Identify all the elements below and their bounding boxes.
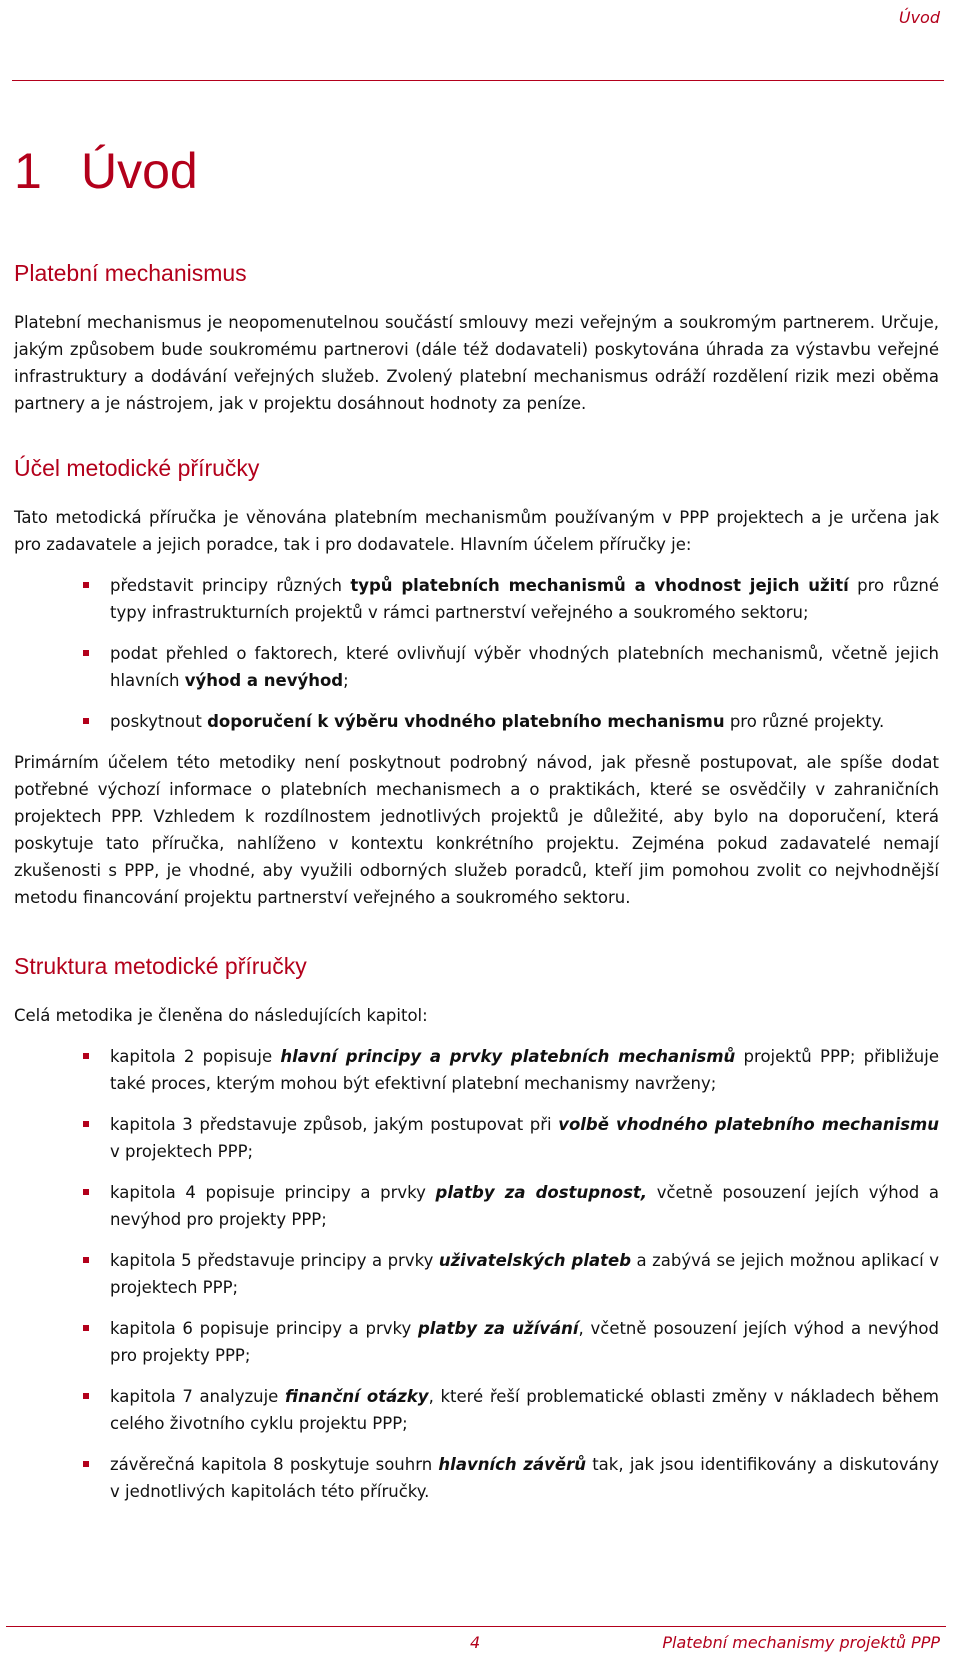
footer-divider [6, 1626, 946, 1627]
page-number: 4 [470, 1633, 481, 1652]
chapter-title-text: Úvod [81, 143, 198, 199]
chapter-number: 1 [14, 143, 42, 199]
paragraph: Tato metodická příručka je věnována platebním mechanismům používaným v PPP projektech a je určena jak pro zadavatele a jejich poradce, tak i pro dodavatele. Hlavním účelem příručky je: [14, 508, 939, 554]
paragraph: Platební mechanismus je neopomenutelnou součástí smlouvy mezi veřejným a soukromým partnerem. Určuje, jakým způsobem bude soukromému partnerovi (dále též dodavateli) poskytována úhrada za výstavbu veřejné infrastruktury a dodávání veřejných služeb. Zvolený platební mechanismus odráží rozdělení rizik mezi oběma partnery a je nástrojem, jak v projektu dosáhnout hodnoty za peníze. [14, 313, 939, 413]
list-item: kapitola 5 představuje principy a prvky uživatelských plateb a zabývá se jejich možnou aplikací v projektech PPP; [14, 1247, 939, 1301]
header-divider [12, 80, 944, 81]
chapter-list [14, 1043, 939, 1505]
list-item: poskytnout doporučení k výběru vhodného platebního mechanismu pro různé projekty. [14, 708, 939, 735]
list-item: kapitola 7 analyzuje finanční otázky, které řeší problematické oblasti změny v nákladech během celého životního cyklu projektu PPP; [14, 1383, 939, 1437]
chapter-title [14, 143, 198, 199]
footer-document-title: Platební mechanismy projektů PPP [662, 1633, 940, 1652]
paragraph: Primárním účelem této metodiky není poskytnout podrobný návod, jak přesně postupovat, ale spíše dodat potřebné výchozí informace o platebních mechanismech a o praktikách, které se osvědčily v zahraničních projektech PPP. Vzhledem k rozdílnostem jednotlivých projektů je důležité, aby bylo na doporučení, která poskytuje tato příručka, nahlíženo v kontextu konkrétního projektu. Zejména pokud zadavatelé nemají zkušenosti s PPP, je vhodné, aby využili odborných služeb poradců, kteří jim pomohou zvolit co nejvhodnější metodu financování projektu partnerství veřejného a soukromého sektoru. [14, 753, 939, 907]
list-item: kapitola 4 popisuje principy a prvky platby za dostupnost, včetně posouzení jejích výhod a nevýhod pro projekty PPP; [14, 1179, 939, 1233]
paragraph: Celá metodika je členěna do následujících kapitol: [14, 1006, 428, 1025]
list-item: kapitola 3 představuje způsob, jakým postupovat při volbě vhodného platebního mechanismu v projektech PPP; [14, 1111, 939, 1165]
list-item: podat přehled o faktorech, které ovlivňují výběr vhodných platebních mechanismů, včetně jejich hlavních výhod a nevýhod; [14, 640, 939, 694]
list-item: představit principy různých typů platebních mechanismů a vhodnost jejich užití pro různé typy infrastrukturních projektů v rámci partnerství veřejného a soukromého sektoru; [14, 572, 939, 626]
list-item: kapitola 2 popisuje hlavní principy a prvky platebních mechanismů projektů PPP; přibližuje také proces, kterým mohou být efektivní platební mechanismy navrženy; [14, 1043, 939, 1097]
section-heading-platebni-mechanismus: Platební mechanismus [14, 260, 247, 286]
running-header: Úvod [898, 8, 940, 27]
list-item: závěrečná kapitola 8 poskytuje souhrn hlavních závěrů tak, jak jsou identifikovány a diskutovány v jednotlivých kapitolách této příručky. [14, 1451, 939, 1505]
list-item: kapitola 6 popisuje principy a prvky platby za užívání, včetně posouzení jejích výhod a nevýhod pro projekty PPP; [14, 1315, 939, 1369]
purpose-list [14, 572, 939, 735]
section-heading-ucel: Účel metodické příručky [14, 455, 260, 481]
section-heading-struktura: Struktura metodické příručky [14, 953, 307, 979]
page-content [14, 258, 939, 1519]
